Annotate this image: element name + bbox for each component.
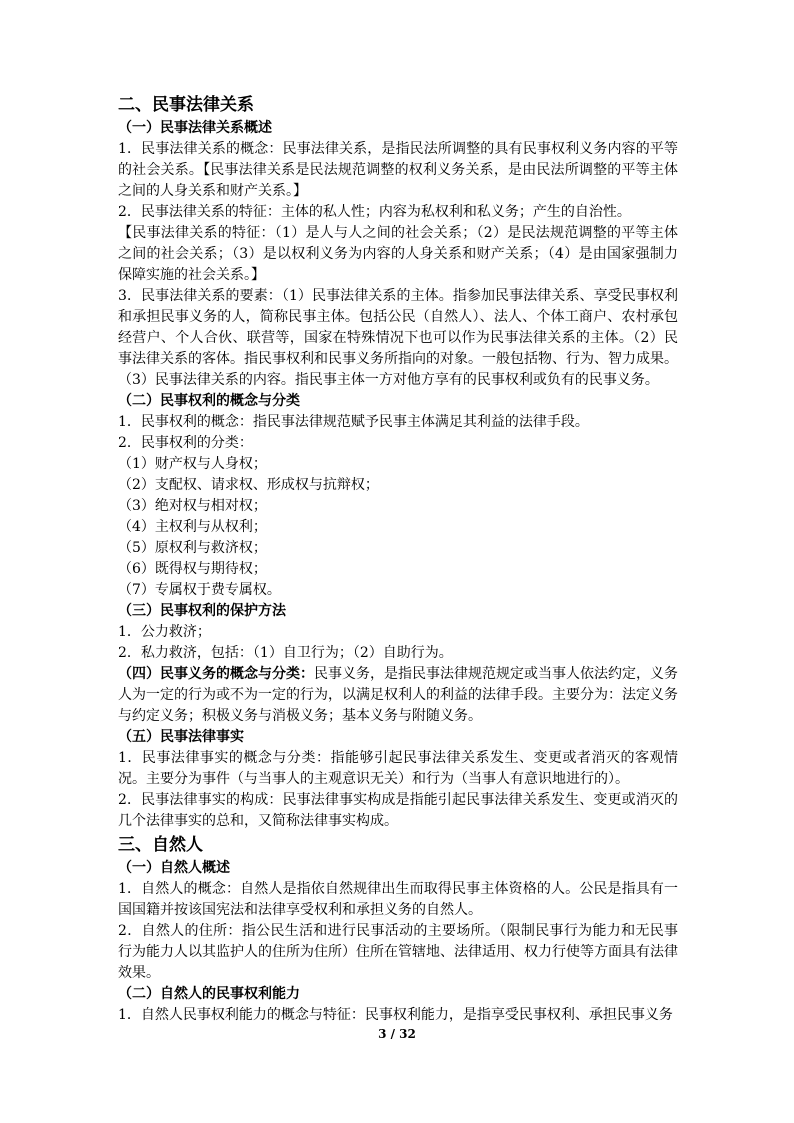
paragraph: 2．民事权利的分类：: [118, 435, 253, 451]
paragraph: 1．民事权利的概念：指民事法律规范赋予民事主体满足其利益的法律手段。: [118, 414, 589, 430]
list-item: （3）绝对权与相对权；: [118, 498, 267, 514]
list-item: （7）专属权于费专属权。: [118, 582, 281, 598]
paragraph: 1．民事法律关系的概念：民事法律关系，是指民法所调整的具有民事权利义务内容的平等的社会关系。【民事法律关系是民法规范调整的权利义务关系，是由民法所调整的平等主体之间的人身关系和财产关系。】: [118, 141, 678, 199]
inline-text: 民事义务，是指民事法律规范规定或当事人依法约定，义务人为一定的行为或不为一定的行为，以满足权利人的利益的法律手段。主要分为：法定义务与约定义务；积极义务与消极义务；基本义务与附随义务。: [118, 666, 678, 724]
paragraph: 2．民事法律事实的构成：民事法律事实构成是指能引起民事法律关系发生、变更或消灭的几个法律事实的总和，又简称法律事实构成。: [118, 792, 678, 829]
paragraph: 1．民事法律事实的概念与分类：指能够引起民事法律关系发生、变更或者消灭的客观情况。主要分为事件（与当事人的主观意识无关）和行为（当事人有意识地进行的）。: [118, 750, 678, 787]
paragraph: 1．自然人的概念：自然人是指依自然规律出生而取得民事主体资格的人。公民是指具有一国国籍并按该国宪法和法律享受权利和承担义务的自然人。: [118, 881, 678, 918]
paragraph: 1．公力救济；: [118, 624, 211, 640]
list-item: （2）支配权、请求权、形成权与抗辩权；: [118, 477, 379, 493]
document-body: [118, 92, 678, 1026]
list-item: （6）既得权与期待权；: [118, 561, 267, 577]
paragraph: [118, 664, 678, 727]
subsection-heading: （二）自然人的民事权利能力: [118, 986, 300, 1002]
subsection-heading: （三）民事权利的保护方法: [118, 603, 286, 619]
list-item: （5）原权利与救济权；: [118, 540, 267, 556]
paragraph: 2．自然人的住所：指公民生活和进行民事活动的主要场所。（限制民事行为能力和无民事行为能力人以其监护人的住所为住所）住所在管辖地、法律适用、权力行使等方面具有法律效果。: [118, 923, 678, 981]
list-item: （1）财产权与人身权；: [118, 456, 267, 472]
paragraph: 3．民事法律关系的要素：（1）民事法律关系的主体。指参加民事法律关系、享受民事权利和承担民事义务的人，简称民事主体。包括公民（自然人）、法人、个体工商户、农村承包经营户、个人合伙、联营等，国家在特殊情况下也可以作为民事法律关系的主体。（2）民事法律关系的客体。指民事权利和民事义务所指向的对象。一般包括物、行为、智力成果。（3）民事法律关系的内容。指民事主体一方对他方享有的民事权利或负有的民事义务。: [118, 288, 678, 388]
page-number: 3 / 32: [378, 1027, 416, 1041]
subsection-heading: （一）自然人概述: [118, 860, 230, 876]
subsection-heading: （二）民事权利的概念与分类: [118, 393, 300, 409]
subsection-heading: （五）民事法律事实: [118, 729, 244, 745]
section-heading: 三、自然人: [118, 835, 203, 855]
paragraph: 【民事法律关系的特征：（1）是人与人之间的社会关系；（2）是民法规范调整的平等主体之间的社会关系；（3）是以权利义务为内容的人身关系和财产关系；（4）是由国家强制力保障实施的社会关系。】: [118, 225, 678, 283]
subsection-heading: （一）民事法律关系概述: [118, 120, 272, 136]
paragraph: 1．自然人民事权利能力的概念与特征：民事权利能力，是指享受民事权利、承担民事义务: [118, 1007, 673, 1023]
list-item: （4）主权利与从权利；: [118, 519, 267, 535]
paragraph: 2．民事法律关系的特征：主体的私人性；内容为私权利和私义务；产生的自治性。: [118, 204, 631, 220]
paragraph: 2．私力救济，包括：（1）自卫行为；（2）自助行为。: [118, 645, 453, 661]
inline-heading: （四）民事义务的概念与分类：: [118, 666, 314, 682]
section-heading: 二、民事法律关系: [118, 95, 254, 115]
